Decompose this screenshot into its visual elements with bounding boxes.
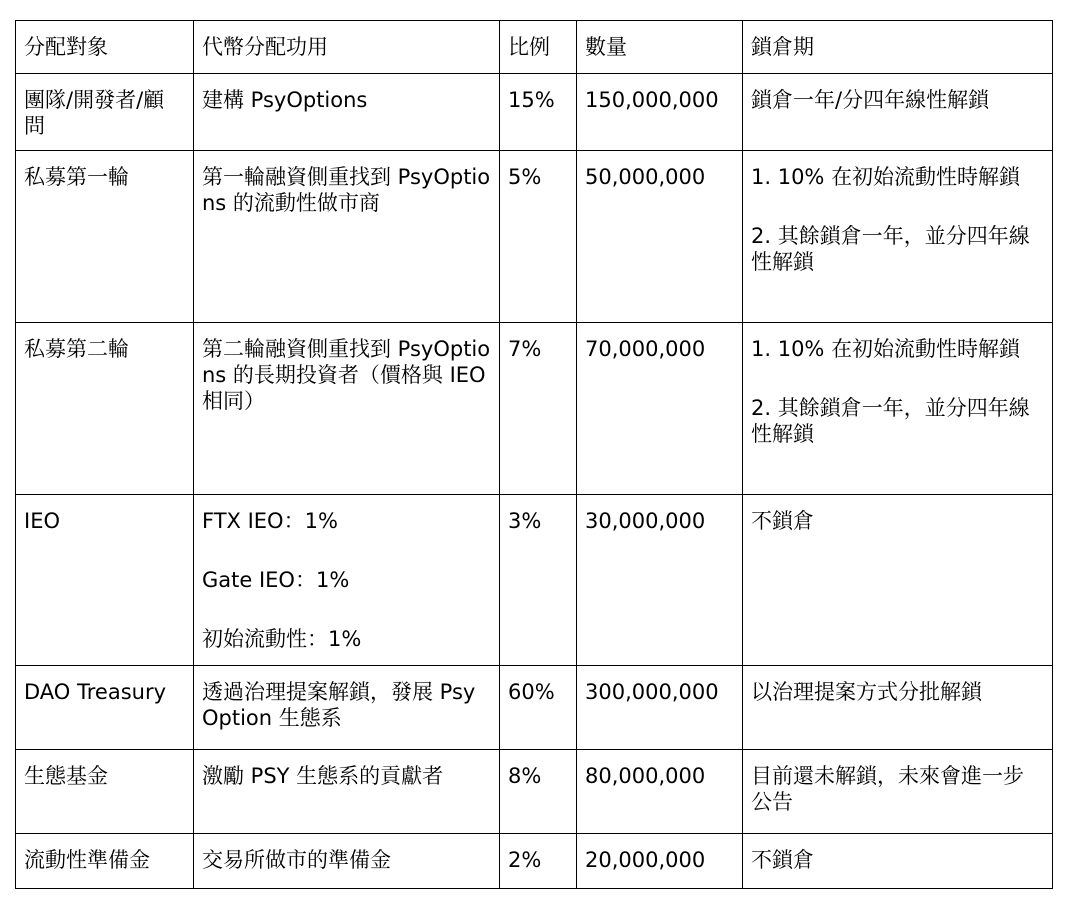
cell-purpose-text: 交易所做市的準備金 [202, 848, 391, 872]
table-row [16, 666, 1053, 750]
cell-target: 團隊/開發者/顧問 [16, 74, 194, 151]
table-row [16, 151, 1053, 323]
cell-lockup [743, 495, 1053, 666]
cell-lockup-text: 2. 其餘鎖倉一年，並分四年線性解鎖 [751, 396, 1030, 446]
cell-lockup-text: 不鎖倉 [751, 509, 814, 533]
cell-ratio: 60% [500, 666, 577, 750]
cell-lockup [743, 323, 1053, 495]
cell-ratio: 2% [500, 834, 577, 889]
header-amount: 數量 [577, 21, 743, 74]
cell-purpose-text: 透過治理提案解鎖，發展 PsyOption 生態系 [202, 680, 476, 730]
token-allocation-table [15, 20, 1053, 889]
cell-target: IEO [16, 495, 194, 666]
cell-amount: 20,000,000 [577, 834, 743, 889]
cell-lockup [743, 666, 1053, 750]
cell-purpose [194, 74, 500, 151]
cell-purpose [194, 834, 500, 889]
cell-lockup [743, 750, 1053, 834]
cell-lockup [743, 834, 1053, 889]
header-purpose: 代幣分配功用 [194, 21, 500, 74]
cell-amount: 300,000,000 [577, 666, 743, 750]
cell-ratio: 7% [500, 323, 577, 495]
cell-amount: 50,000,000 [577, 151, 743, 323]
header-ratio: 比例 [500, 21, 577, 74]
cell-purpose [194, 495, 500, 666]
table-row [16, 750, 1053, 834]
cell-lockup-text: 以治理提案方式分批解鎖 [751, 680, 982, 704]
cell-lockup [743, 151, 1053, 323]
cell-purpose-text: 第二輪融資側重找到 PsyOptions 的長期投資者（價格與 IEO 相同） [202, 337, 491, 413]
table-row [16, 323, 1053, 495]
cell-purpose-text: 第一輪融資側重找到 PsyOptions 的流動性做市商 [202, 165, 491, 215]
cell-amount: 150,000,000 [577, 74, 743, 151]
cell-target: 生態基金 [16, 750, 194, 834]
table-header-row [16, 21, 1053, 74]
table-row [16, 74, 1053, 151]
cell-purpose-text: 初始流動性：1% [202, 627, 362, 651]
cell-lockup-text: 1. 10% 在初始流動性時解鎖 [751, 165, 1021, 189]
cell-lockup-text: 1. 10% 在初始流動性時解鎖 [751, 337, 1021, 361]
cell-lockup-text: 鎖倉一年/分四年線性解鎖 [751, 88, 990, 112]
cell-purpose-text: 激勵 PSY 生態系的貢獻者 [202, 764, 444, 788]
cell-purpose-text: FTX IEO：1% [202, 509, 338, 533]
cell-target: 流動性準備金 [16, 834, 194, 889]
cell-ratio: 15% [500, 74, 577, 151]
cell-amount: 70,000,000 [577, 323, 743, 495]
cell-ratio: 8% [500, 750, 577, 834]
cell-purpose [194, 151, 500, 323]
cell-ratio: 5% [500, 151, 577, 323]
header-target: 分配對象 [16, 21, 194, 74]
header-lockup: 鎖倉期 [743, 21, 1053, 74]
cell-amount: 30,000,000 [577, 495, 743, 666]
cell-ratio: 3% [500, 495, 577, 666]
cell-lockup-text: 2. 其餘鎖倉一年，並分四年線性解鎖 [751, 224, 1030, 274]
cell-purpose-text: 建構 PsyOptions [202, 88, 368, 112]
cell-target: 私募第二輪 [16, 323, 194, 495]
table-row [16, 834, 1053, 889]
cell-lockup [743, 74, 1053, 151]
cell-purpose [194, 323, 500, 495]
cell-purpose-text: Gate IEO：1% [202, 568, 350, 592]
cell-lockup-text: 目前還未解鎖，未來會進一步公告 [751, 764, 1024, 814]
table-row [16, 495, 1053, 666]
cell-purpose [194, 666, 500, 750]
cell-target: 私募第一輪 [16, 151, 194, 323]
cell-amount: 80,000,000 [577, 750, 743, 834]
cell-target: DAO Treasury [16, 666, 194, 750]
cell-lockup-text: 不鎖倉 [751, 848, 814, 872]
cell-purpose [194, 750, 500, 834]
